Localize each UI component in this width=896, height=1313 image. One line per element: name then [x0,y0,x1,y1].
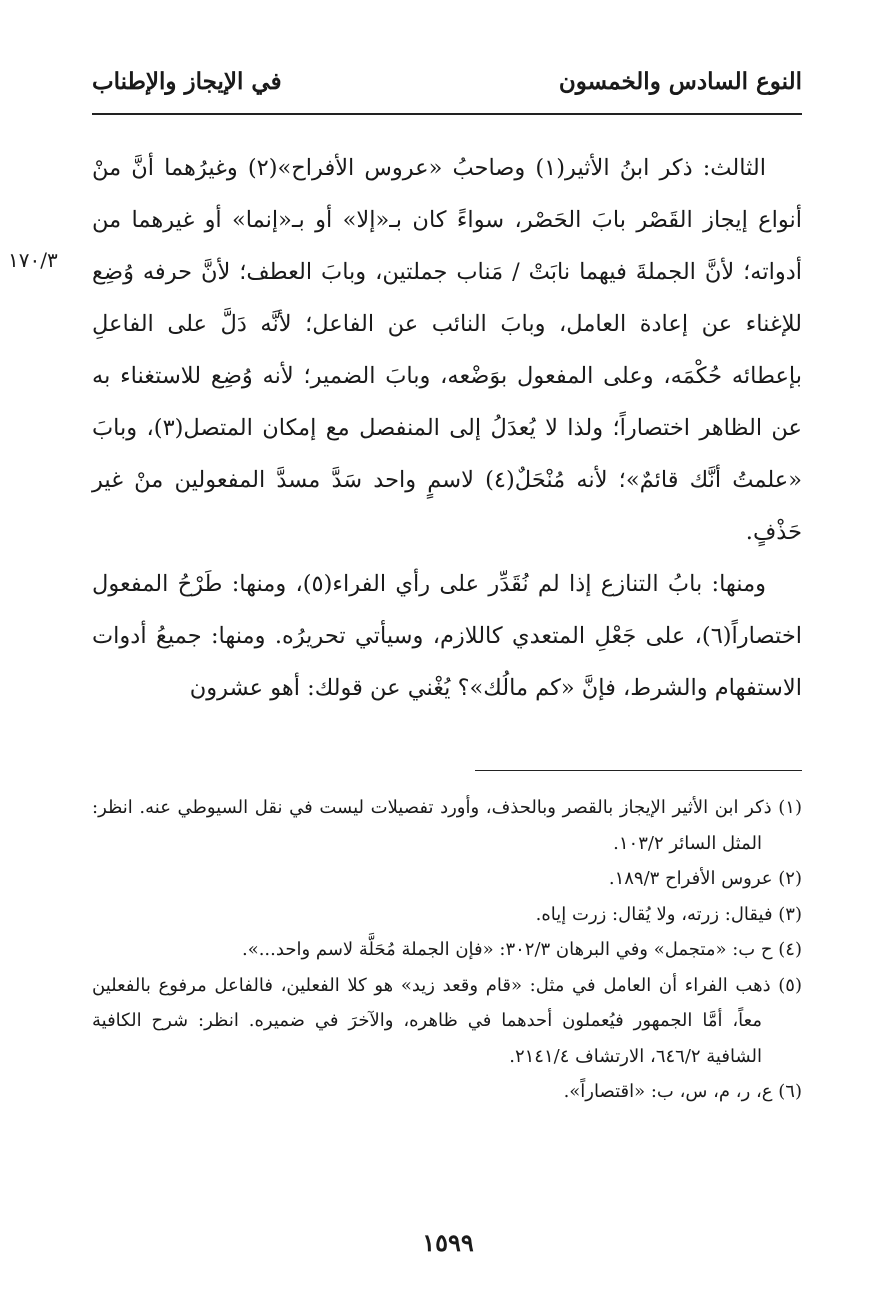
page-number: ١٥٩٩ [422,1228,474,1257]
footnote: (٣) فيقال: زرته، ولا يُقال: زرت إياه. [535,903,802,925]
footnote: (٥) ذهب الفراء أن العامل في مثل: «قام وقعد زيد» هو كلا الفعلين، فالفاعل مرفوع بالفعلين معاً، أمَّا الجمهور فيُعملون أحدهما في ظاهره، والآخرَ في ضميره. انظر: شرح الكافية الشافية ٦٤٦/٢، الارتشاف ٢١٤١/٤. [92,974,802,1067]
footnote: (٦) ع، ر، م، س، ب: «اقتصاراً». [563,1081,802,1102]
footnote: (١) ذكر ابن الأثير الإيجاز بالقصر وبالحذف، وأورد تفصيلات ليست في نقل السيوطي عنه. انظر: المثل السائر ١٠٣/٢. [92,797,802,854]
main-text [92,142,802,714]
chapter-title: النوع السادس والخمسون [558,68,802,95]
footnote: (٢) عروس الأفراح ١٨٩/٣. [608,868,802,889]
header-divider [92,113,802,115]
paragraph: ومنها: بابُ التنازع إذا لم نُقَدِّر على رأي الفراء(٥)، ومنها: طَرْحُ المفعول اختصاراً(٦)، على جَعْلِ المتعدي كاللازم، وسيأتي تحريرُه. ومنها: جميعُ أدوات الاستفهام والشرط، فإنَّ «كم مالُك»؟ يُغْني عن قولك: أهو عشرون [92,571,802,701]
footnotes [92,790,802,1110]
footnote: (٤) ح ب: «متجمل» وفي البرهان ٣٠٢/٣: «فإن الجملة مُحَلَّة لاسم واحد...». [241,939,802,960]
running-header [92,68,802,108]
footnote-divider [475,770,802,771]
margin-reference: ١٧٠/٣ [8,248,58,272]
paragraph: الثالث: ذكر ابنُ الأثير(١) وصاحبُ «عروس الأفراح»(٢) وغيرُهما أنَّ منْ أنواع إيجاز القَصْر بابَ الحَصْر، سواءً كان بـ«إلا» أو بـ«إنما» أو غيرهما من أدواته؛ لأنَّ الجملةَ فيهما نابَتْ / مَناب جملتين، وبابَ العطف؛ لأنَّ حرفه وُضِع للإغناء عن إعادة العامل، وبابَ النائب عن الفاعل؛ لأنَّه دَلَّ على الفاعلِ بإعطائه حُكْمَه، وعلى المفعول بوَضْعه، وبابَ الضمير؛ لأنه وُضِع للاستغناء به عن الظاهر اختصاراً؛ ولذا لا يُعدَلُ إلى المنفصل مع إمكان المتصل(٣)، وبابَ «علمتُ أنَّك قائمٌ»؛ لأنه مُنْحَلٌ(٤) لاسمٍ واحد سَدَّ مسدَّ المفعولين منْ غير حَذْفٍ. [92,155,802,545]
section-title: في الإيجاز والإطناب [92,68,282,95]
